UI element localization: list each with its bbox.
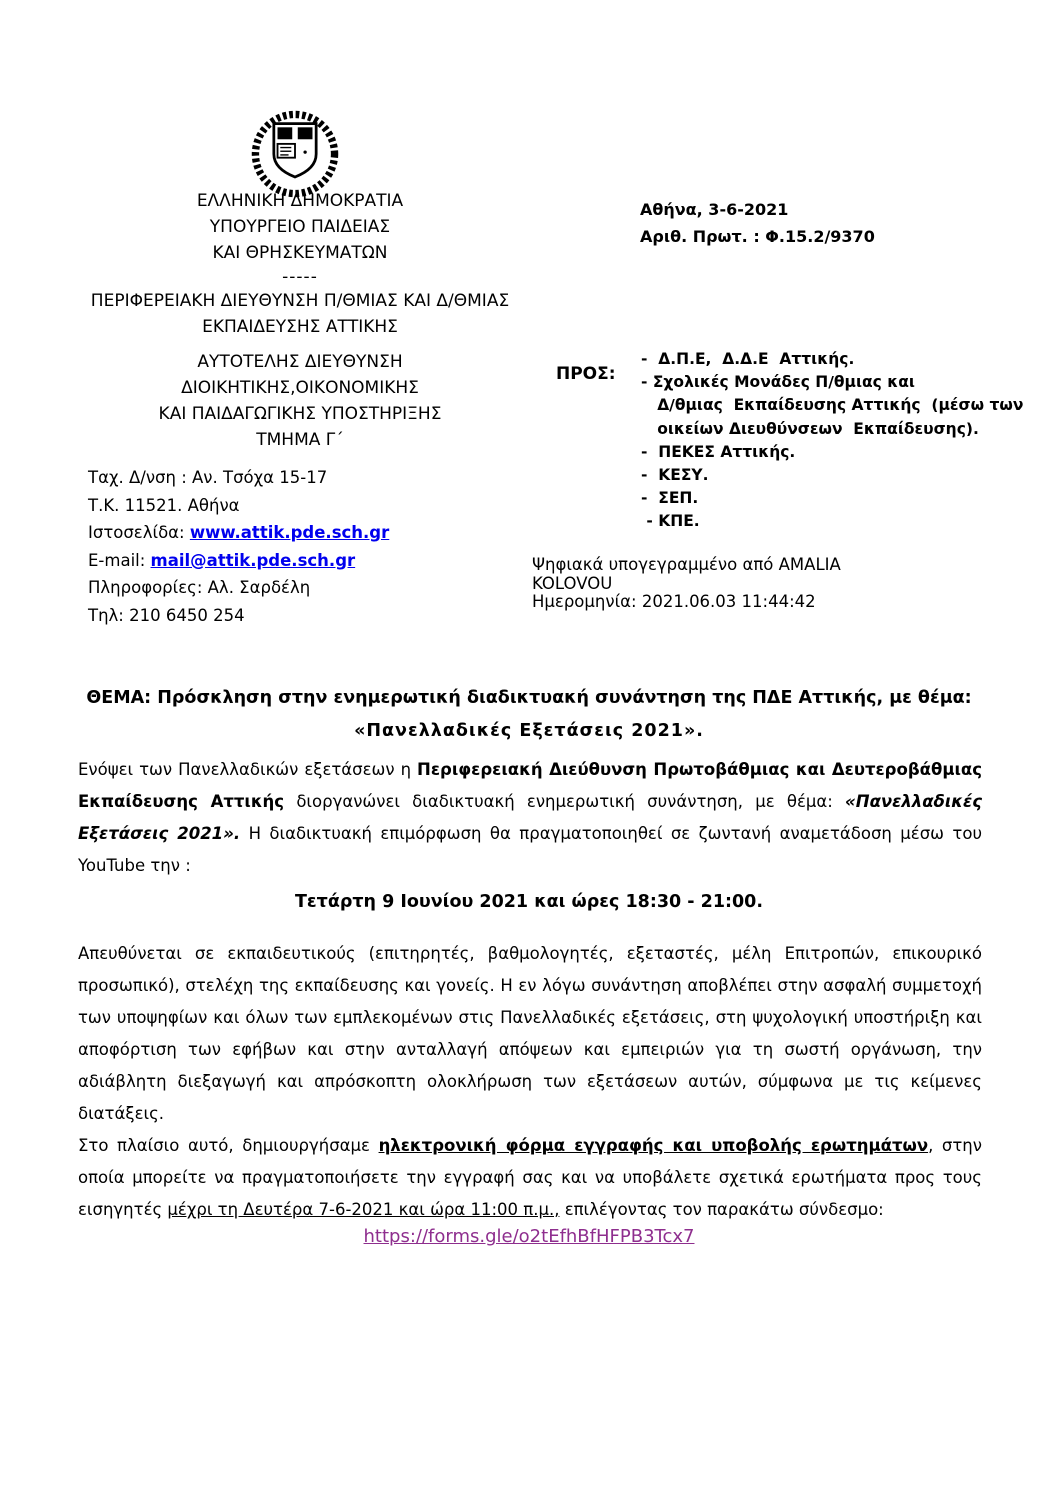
protocol-number: Αριθ. Πρωτ. : Φ.15.2/9370 bbox=[640, 227, 875, 246]
date-protocol-block bbox=[640, 196, 875, 250]
letterhead-divider: ----- bbox=[282, 267, 318, 287]
directorate-line: ΕΚΠΑΙΔΕΥΣΗΣ ΑΤΤΙΚΗΣ bbox=[202, 317, 398, 337]
contact-info-person: Πληροφορίες: Αλ. Σαρδέλη bbox=[88, 578, 311, 597]
text-run: διοργανώνει διαδικτυακή ενημερωτική συνάντηση, με θέμα: bbox=[284, 792, 846, 811]
department-line: ΚΑΙ ΠΑΙΔΑΓΩΓΙΚΗΣ ΥΠΟΣΤΗΡΙΞΗΣ bbox=[158, 404, 442, 424]
contact-postal: Τ.Κ. 11521. Αθήνα bbox=[88, 495, 240, 515]
recipient-item: οικείων Διευθύνσεων Εκπαίδευσης). bbox=[641, 419, 979, 438]
text-run: , στην οποία μπορείτε να πραγματοποιήσετε την εγγραφή σας και να υποβάλετε σχετικά ερωτήματα προς τους εισηγητές bbox=[78, 1136, 982, 1219]
text-run: επιλέγοντας τον παρακάτω σύνδεσμο: bbox=[559, 1200, 884, 1219]
body-paragraph-2: Απευθύνεται σε εκπαιδευτικούς (επιτηρητές, βαθμολογητές, εξεταστές, μέλη Επιτροπών, επικουρικό προσωπικό), στελέχη της εκπαίδευσης και γονείς. Η εν λόγω συνάντηση αποβλέπει στην ασφαλή συμμετοχή των υποψηφίων και όλων των εμπλεκομένων στις Πανελλαδικές εξετάσεις, στη ψυχολογική υποστήριξη και αποφόρτιση των εφήβων και στην ανταλλαγή απόψεων και εμπειριών για τη σωστή οργάνωση, την αδιάβλητη διεξαγωγή και απρόσκοπτη ολοκλήρωση των εξετάσεων αυτών, σύμφωνα με τις κείμενες διατάξεις. bbox=[78, 944, 982, 1123]
recipient-item: - Δ.Π.Ε, Δ.Δ.Ε Αττικής. bbox=[641, 350, 855, 368]
contact-email-row bbox=[88, 547, 518, 575]
website-label: Ιστοσελίδα: bbox=[88, 523, 190, 542]
contact-phone: Τηλ: 210 6450 254 bbox=[88, 605, 245, 625]
registration-link-line bbox=[0, 1226, 1058, 1247]
text-run: ηλεκτρονική φόρμα εγγραφής και υποβολής ερωτημάτων bbox=[378, 1136, 929, 1155]
ministry-line: ΕΛΛΗΝΙΚΗ ΔΗΜΟΚΡΑΤΙΑ bbox=[196, 191, 404, 211]
text-run: Στο πλαίσιο αυτό, δημιουργήσαμε bbox=[78, 1136, 379, 1155]
contact-block bbox=[88, 464, 518, 629]
subject-line1: ΘΕΜΑ: Πρόσκληση στην ενημερωτική διαδικτυακή συνάντηση της ΠΔΕ Αττικής, με θέμα: bbox=[86, 688, 972, 708]
text-run: μέχρι τη Δευτέρα 7-6-2021 και ώρα 11:00 π.μ., bbox=[167, 1200, 560, 1219]
directorate-lines bbox=[60, 288, 540, 340]
recipient-item: - ΣΕΠ. bbox=[641, 489, 699, 508]
signature-line: Ημερομηνία: 2021.06.03 11:44:42 bbox=[532, 592, 816, 611]
subject-block bbox=[0, 682, 1058, 748]
signature-line: Ψηφιακά υπογεγραμμένο από AMALIA bbox=[532, 555, 841, 574]
department-line: ΑΥΤΟΤΕΛΗΣ ΔΙΕΥΘΥΝΣΗ bbox=[197, 352, 403, 372]
to-label: ΠΡΟΣ: bbox=[556, 364, 616, 384]
department-line: ΤΜΗΜΑ Γ΄ bbox=[256, 430, 344, 450]
registration-form-link[interactable]: https://forms.gle/o2tEfhBfHFPB3Tcx7 bbox=[363, 1226, 695, 1247]
ministry-line: ΚΑΙ ΘΡΗΣΚΕΥΜΑΤΩΝ bbox=[212, 243, 388, 263]
letterhead bbox=[60, 188, 540, 453]
event-datetime-line: Τετάρτη 9 Ιουνίου 2021 και ώρες 18:30 - 21:00. bbox=[294, 892, 764, 912]
contact-address: Ταχ. Δ/νση : Αν. Τσόχα 15-17 bbox=[88, 468, 328, 487]
body-paragraph-3 bbox=[78, 1130, 982, 1226]
recipient-item: Δ/θμιας Εκπαίδευσης Αττικής (μέσω των bbox=[641, 396, 1024, 415]
text-run: Ενόψει των Πανελλαδικών εξετάσεων η bbox=[78, 760, 418, 779]
subject-line2: «Πανελλαδικές Εξετάσεις 2021». bbox=[354, 721, 704, 741]
body-paragraph-1 bbox=[78, 754, 982, 882]
signature-line: KOLOVOU bbox=[532, 573, 613, 593]
directorate-line: ΠΕΡΙΦΕΡΕΙΑΚΗ ΔΙΕΥΘΥΝΣΗ Π/ΘΜΙΑΣ ΚΑΙ Δ/ΘΜΙΑΣ bbox=[90, 291, 510, 311]
department-line: ΔΙΟΙΚΗΤΙΚΗΣ,ΟΙΚΟΝΟΜΙΚΗΣ bbox=[181, 378, 419, 398]
text-run: «Πανελλαδικές Εξετάσεις 2021». bbox=[78, 792, 982, 843]
contact-website-row bbox=[88, 519, 518, 547]
recipients-list bbox=[641, 348, 1024, 534]
recipient-item: - ΚΠΕ. bbox=[641, 512, 700, 531]
city-date: Αθήνα, 3-6-2021 bbox=[640, 200, 789, 219]
recipient-item: - Σχολικές Μονάδες Π/θμιας και bbox=[641, 373, 915, 392]
recipient-item: - ΚΕΣΥ. bbox=[641, 466, 709, 485]
digital-signature-block bbox=[532, 556, 952, 612]
recipient-item: - ΠΕΚΕΣ Αττικής. bbox=[641, 442, 796, 461]
website-link[interactable]: www.attik.pde.sch.gr bbox=[189, 523, 390, 542]
text-run: Η διαδικτυακή επιμόρφωση θα πραγματοποιηθεί σε ζωντανή αναμετάδοση μέσω του YouTube την : bbox=[78, 824, 983, 875]
ministry-line: ΥΠΟΥΡΓΕΙΟ ΠΑΙΔΕΙΑΣ bbox=[209, 217, 391, 237]
email-label: E-mail: bbox=[88, 550, 151, 570]
department-lines bbox=[60, 349, 540, 453]
text-run: Περιφερειακή Διεύθυνση Πρωτοβάθμιας και Δευτεροβάθμιας Εκπαίδευσης Αττικής bbox=[78, 760, 983, 811]
email-link[interactable]: mail@attik.pde.sch.gr bbox=[150, 550, 356, 570]
ministry-lines bbox=[60, 188, 540, 266]
